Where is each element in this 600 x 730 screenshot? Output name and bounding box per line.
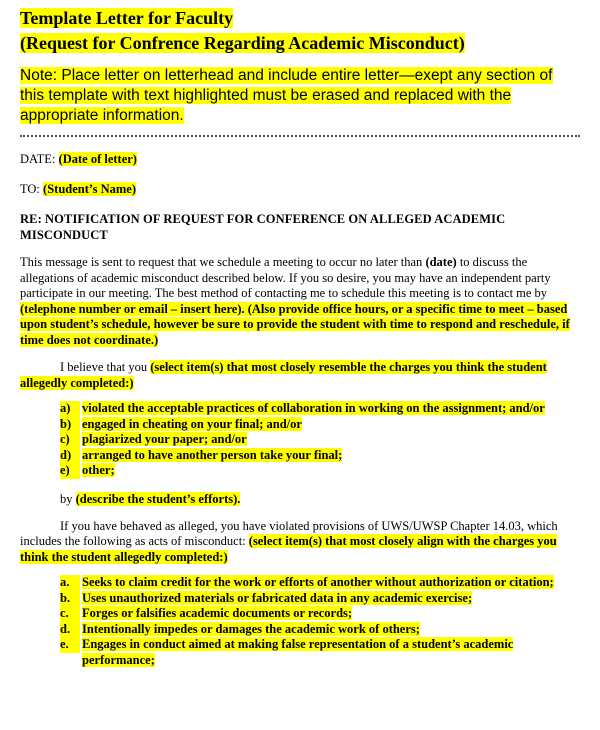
list-item-text: plagiarized your paper; and/or (82, 432, 247, 446)
charges-list (20, 401, 580, 479)
date-label: DATE: (20, 152, 56, 166)
by-instruction: (describe the student’s efforts). (75, 491, 241, 506)
list-marker: b. (60, 591, 80, 607)
date-line (20, 151, 580, 167)
violation-paragraph (20, 519, 580, 566)
violation-text: If you have behaved as alleged, you have violated provisions of UWS/UWSP Chapter 14.03, which includes the following as acts of misconduct: (20, 518, 558, 548)
list-item-text: Seeks to claim credit for the work or efforts of another without authorization or citation; (82, 575, 554, 589)
list-item-text: Intentionally impedes or damages the academic work of others; (82, 621, 420, 636)
list-marker: a) (60, 401, 80, 417)
date-placeholder: (Date of letter) (58, 152, 137, 166)
list-item (60, 432, 580, 448)
list-item (60, 575, 580, 591)
to-line (20, 181, 580, 197)
note-text: Note: Place letter on letterhead and include entire letter—exept any section of this template with text highlighted must be erased and replaced with the appropriate information. (20, 67, 553, 124)
belief-text: I believe that you (60, 360, 148, 374)
to-placeholder: (Student’s Name) (43, 182, 136, 196)
intro-text2: to discuss the allegations of academic misconduct described below. If you so desire, you may have an independent party participate in our meeting. The best method of contacting me to schedule this meeting is to contact me by (20, 255, 551, 300)
list-item-text: other; (82, 463, 115, 477)
list-marker: c. (60, 606, 80, 622)
list-item-text: Engages in conduct aimed at making false representation of a student’s academic performance; (82, 637, 514, 667)
list-item (60, 417, 580, 433)
template-note (20, 66, 580, 126)
belief-instruction: (select item(s) that most closely resemble the charges you think the student allegedly completed:) (20, 360, 547, 390)
list-item-text: Forges or falsifies academic documents or records; (82, 606, 353, 620)
intro-text1: This message is sent to request that we schedule a meeting to occur no later than (20, 255, 423, 269)
list-item (60, 591, 580, 607)
list-item (60, 401, 580, 417)
list-marker: d. (60, 622, 80, 638)
list-item-text: violated the acceptable practices of collaboration in working on the assignment; and/or (82, 401, 545, 415)
list-marker: e) (60, 463, 80, 479)
list-item-text: engaged in cheating on your final; and/or (82, 416, 302, 431)
list-marker: b) (60, 417, 80, 433)
list-item (60, 637, 580, 668)
re-line: RE: NOTIFICATION OF REQUEST FOR CONFERENCE ON ALLEGED ACADEMIC MISCONDUCT (20, 212, 506, 242)
title-line1: Template Letter for Faculty (20, 8, 234, 28)
belief-paragraph (20, 360, 580, 391)
by-text: by (60, 491, 73, 506)
intro-contact-placeholder: (telephone number or email – insert here). (Also provide office hours, or a specific time to meet – based upon student’s schedule, however be sure to provide the student with time to respond and reschedule, if time does not coordinate.) (20, 301, 570, 347)
list-item (60, 463, 580, 479)
list-marker: d) (60, 448, 80, 464)
list-item-text: arranged to have another person take your final; (82, 447, 343, 462)
list-marker: c) (60, 432, 80, 448)
to-label: TO: (20, 182, 40, 196)
by-line (20, 491, 580, 507)
page-title (20, 6, 580, 56)
list-item (60, 622, 580, 638)
intro-date-placeholder: (date) (425, 255, 457, 269)
acts-list (20, 575, 580, 668)
title-line2: (Request for Confrence Regarding Academic Misconduct) (20, 33, 465, 53)
list-item (60, 606, 580, 622)
list-item-text: Uses unauthorized materials or fabricated data in any academic exercise; (82, 590, 473, 605)
list-marker: e. (60, 637, 80, 653)
violation-instruction: (select item(s) that most closely align with the charges you think the student allegedly completed:) (20, 534, 557, 564)
separator (20, 135, 580, 137)
list-marker: a. (60, 575, 80, 591)
list-item (60, 448, 580, 464)
intro-paragraph (20, 255, 580, 348)
